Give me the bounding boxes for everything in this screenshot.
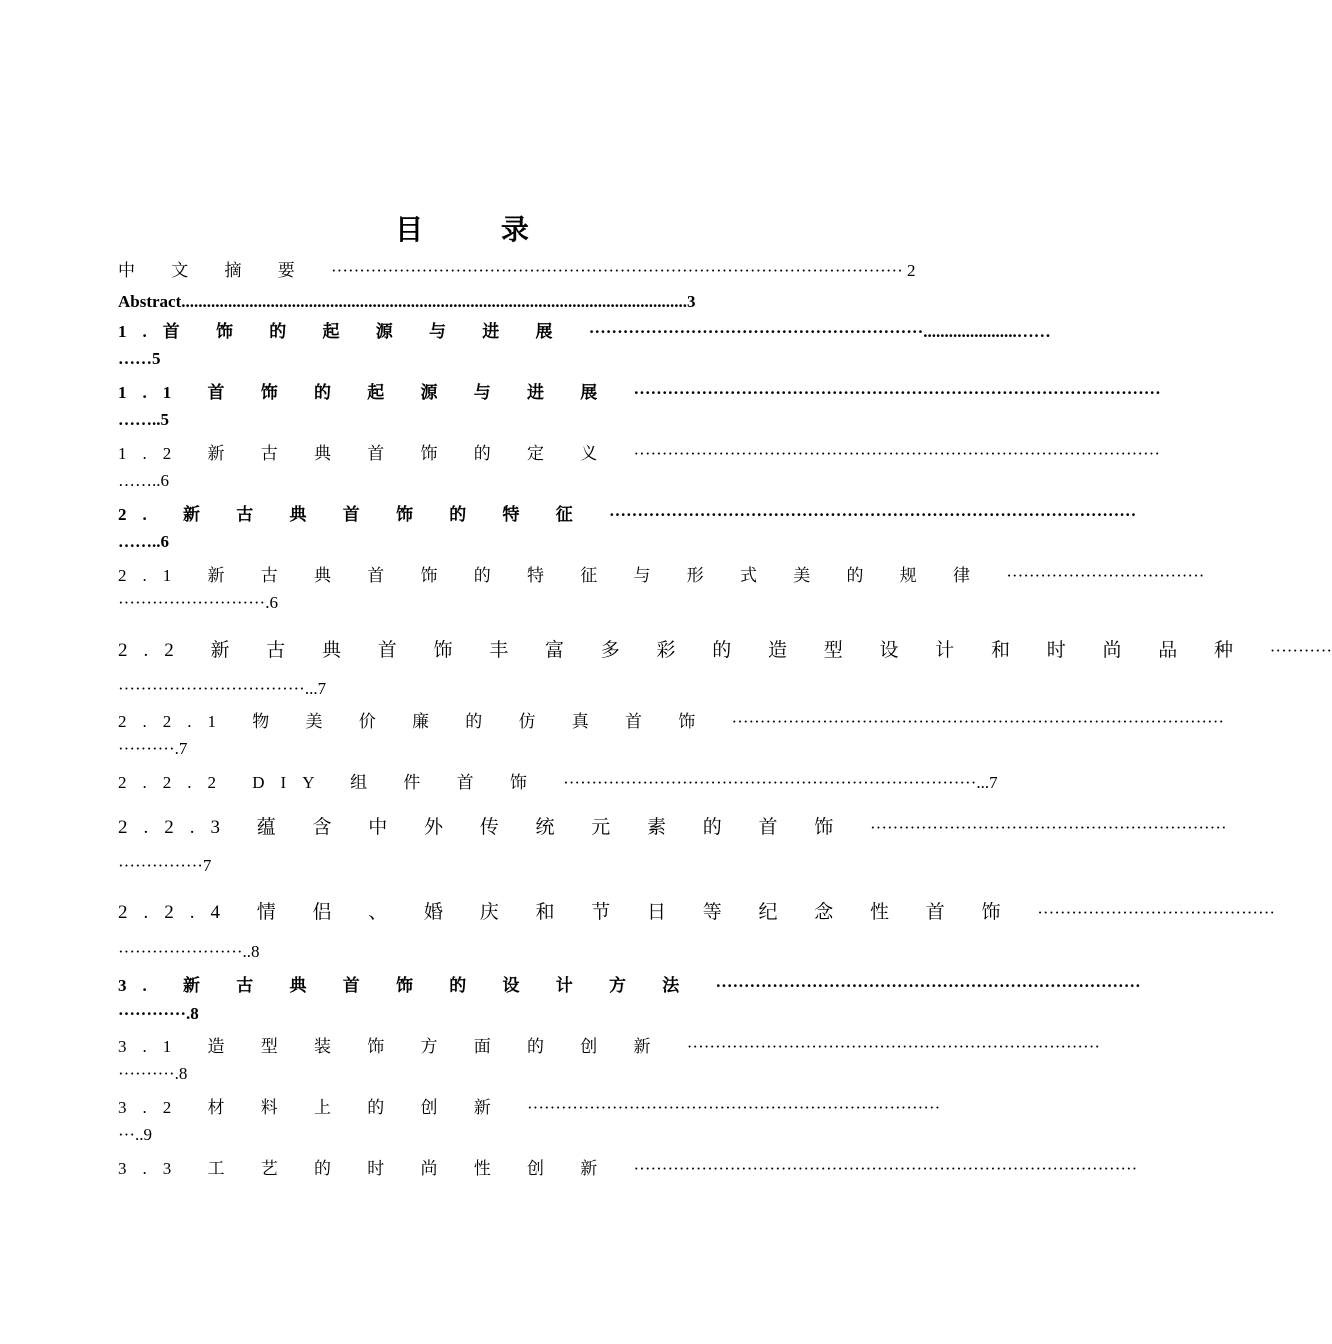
toc-entry-title: 2.2 新 古 典 首 饰 丰 富 多 彩 的 造 型 设 计 和 时 尚 品 种 <box>118 640 1270 661</box>
toc-entry-title: 1.1 首 饰 的 起 源 与 进 展 <box>118 383 634 402</box>
toc-entry[interactable] <box>118 258 916 284</box>
toc-entry-continuation[interactable]: ···..9 <box>118 1125 152 1144</box>
toc-entry-continuation[interactable]: ··········.7 <box>118 739 188 758</box>
toc-entry[interactable] <box>118 815 1227 841</box>
toc-entry-continuation[interactable]: ……..5 <box>118 410 169 429</box>
toc-entry[interactable] <box>118 380 1161 406</box>
toc-entry-title: 1.首 饰 的 起 源 与 进 展 <box>118 322 589 341</box>
toc-leader-dots: ·········································································...7 <box>563 773 998 792</box>
toc-entry-continuation[interactable]: ······················..8 <box>118 942 260 961</box>
toc-entry-continuation[interactable]: ……..6 <box>118 471 169 490</box>
toc-leader-dots: ····························································································· <box>633 383 1161 402</box>
toc-leader-dots: ·········································· <box>1037 903 1276 922</box>
toc-entry-title: 2.2.1 物 美 价 廉 的 仿 真 首 饰 <box>118 712 732 731</box>
toc-entry-title: 2. 新 古 典 首 饰 的 特 征 <box>118 505 609 524</box>
toc-entry-continuation[interactable]: ··························.6 <box>118 593 278 612</box>
page-title: 目 录 <box>395 213 563 246</box>
toc-leader-dots: ········································································· <box>527 1098 941 1117</box>
toc-leader-dots: ....................................................................................................................... <box>181 292 688 311</box>
toc-leader-dots: ···························································......................…… <box>588 322 1051 341</box>
toc-entry-continuation[interactable]: ·································...7 <box>118 679 327 698</box>
toc-page-number: 2 <box>902 261 916 280</box>
toc-entry-continuation[interactable]: ··········.8 <box>118 1064 188 1083</box>
toc-leader-dots: ····································································································· <box>331 261 903 280</box>
toc-entry-title: 中 文 摘 要 <box>118 261 331 280</box>
toc-entry-continuation[interactable]: ……5 <box>118 349 161 368</box>
toc-entry-title: Abstract <box>118 292 182 311</box>
toc-entry-title: 3.3 工 艺 的 时 尚 性 创 新 <box>118 1159 634 1178</box>
toc-entry-title: 3.2 材 料 上 的 创 新 <box>118 1098 527 1117</box>
toc-entry[interactable] <box>118 319 1051 345</box>
toc-entry-continuation[interactable]: ············.8 <box>118 1004 199 1023</box>
toc-leader-dots: ························································································· <box>633 1159 1138 1178</box>
toc-entry-title: 1.2 新 古 典 首 饰 的 定 义 <box>118 444 634 463</box>
toc-leader-dots: ········································································· <box>686 1037 1101 1056</box>
toc-entry-title: 2.2.4 情 侣 、 婚 庆 和 节 日 等 纪 念 性 首 饰 <box>118 902 1038 923</box>
toc-entry[interactable] <box>118 441 1160 467</box>
toc-entry-title: 2.2.2 DIY 组 件 首 饰 <box>118 773 564 792</box>
toc-entry-title: 2.1 新 古 典 首 饰 的 特 征 与 形 式 美 的 规 律 <box>118 566 1007 585</box>
toc-entry-title: 2.2.3 蕴 含 中 外 传 统 元 素 的 首 饰 <box>118 817 871 838</box>
toc-entry[interactable] <box>118 502 1137 528</box>
toc-leader-dots: ····························································································· <box>609 505 1137 524</box>
toc-entry[interactable] <box>118 563 1205 589</box>
toc-leader-dots: ······················································································· <box>731 712 1225 731</box>
toc-leader-dots: ····························································································· <box>633 444 1160 463</box>
toc-page-number: 3 <box>687 292 696 311</box>
toc-entry[interactable] <box>118 289 855 315</box>
toc-entry-continuation[interactable]: ···············7 <box>118 856 212 875</box>
toc-entry[interactable] <box>118 973 1141 999</box>
toc-entry-title: 3. 新 古 典 首 饰 的 设 计 方 法 <box>118 976 716 995</box>
toc-leader-dots: ··································· <box>1006 566 1205 585</box>
toc-leader-dots: ··········································································· <box>715 976 1141 995</box>
toc-entry[interactable] <box>118 770 998 796</box>
toc-leader-dots: ··········· <box>1269 641 1332 660</box>
toc-entry[interactable] <box>118 900 1276 926</box>
toc-entry-title: 3.1 造 型 装 饰 方 面 的 创 新 <box>118 1037 687 1056</box>
toc-entry-continuation[interactable]: ……..6 <box>118 532 169 551</box>
toc-entry[interactable] <box>118 1095 941 1121</box>
toc-entry[interactable] <box>118 638 1332 664</box>
toc-entry[interactable] <box>118 1156 1138 1182</box>
toc-entry[interactable] <box>118 1034 1101 1060</box>
toc-leader-dots: ······························································· <box>870 818 1227 837</box>
toc-entry[interactable] <box>118 709 1225 735</box>
